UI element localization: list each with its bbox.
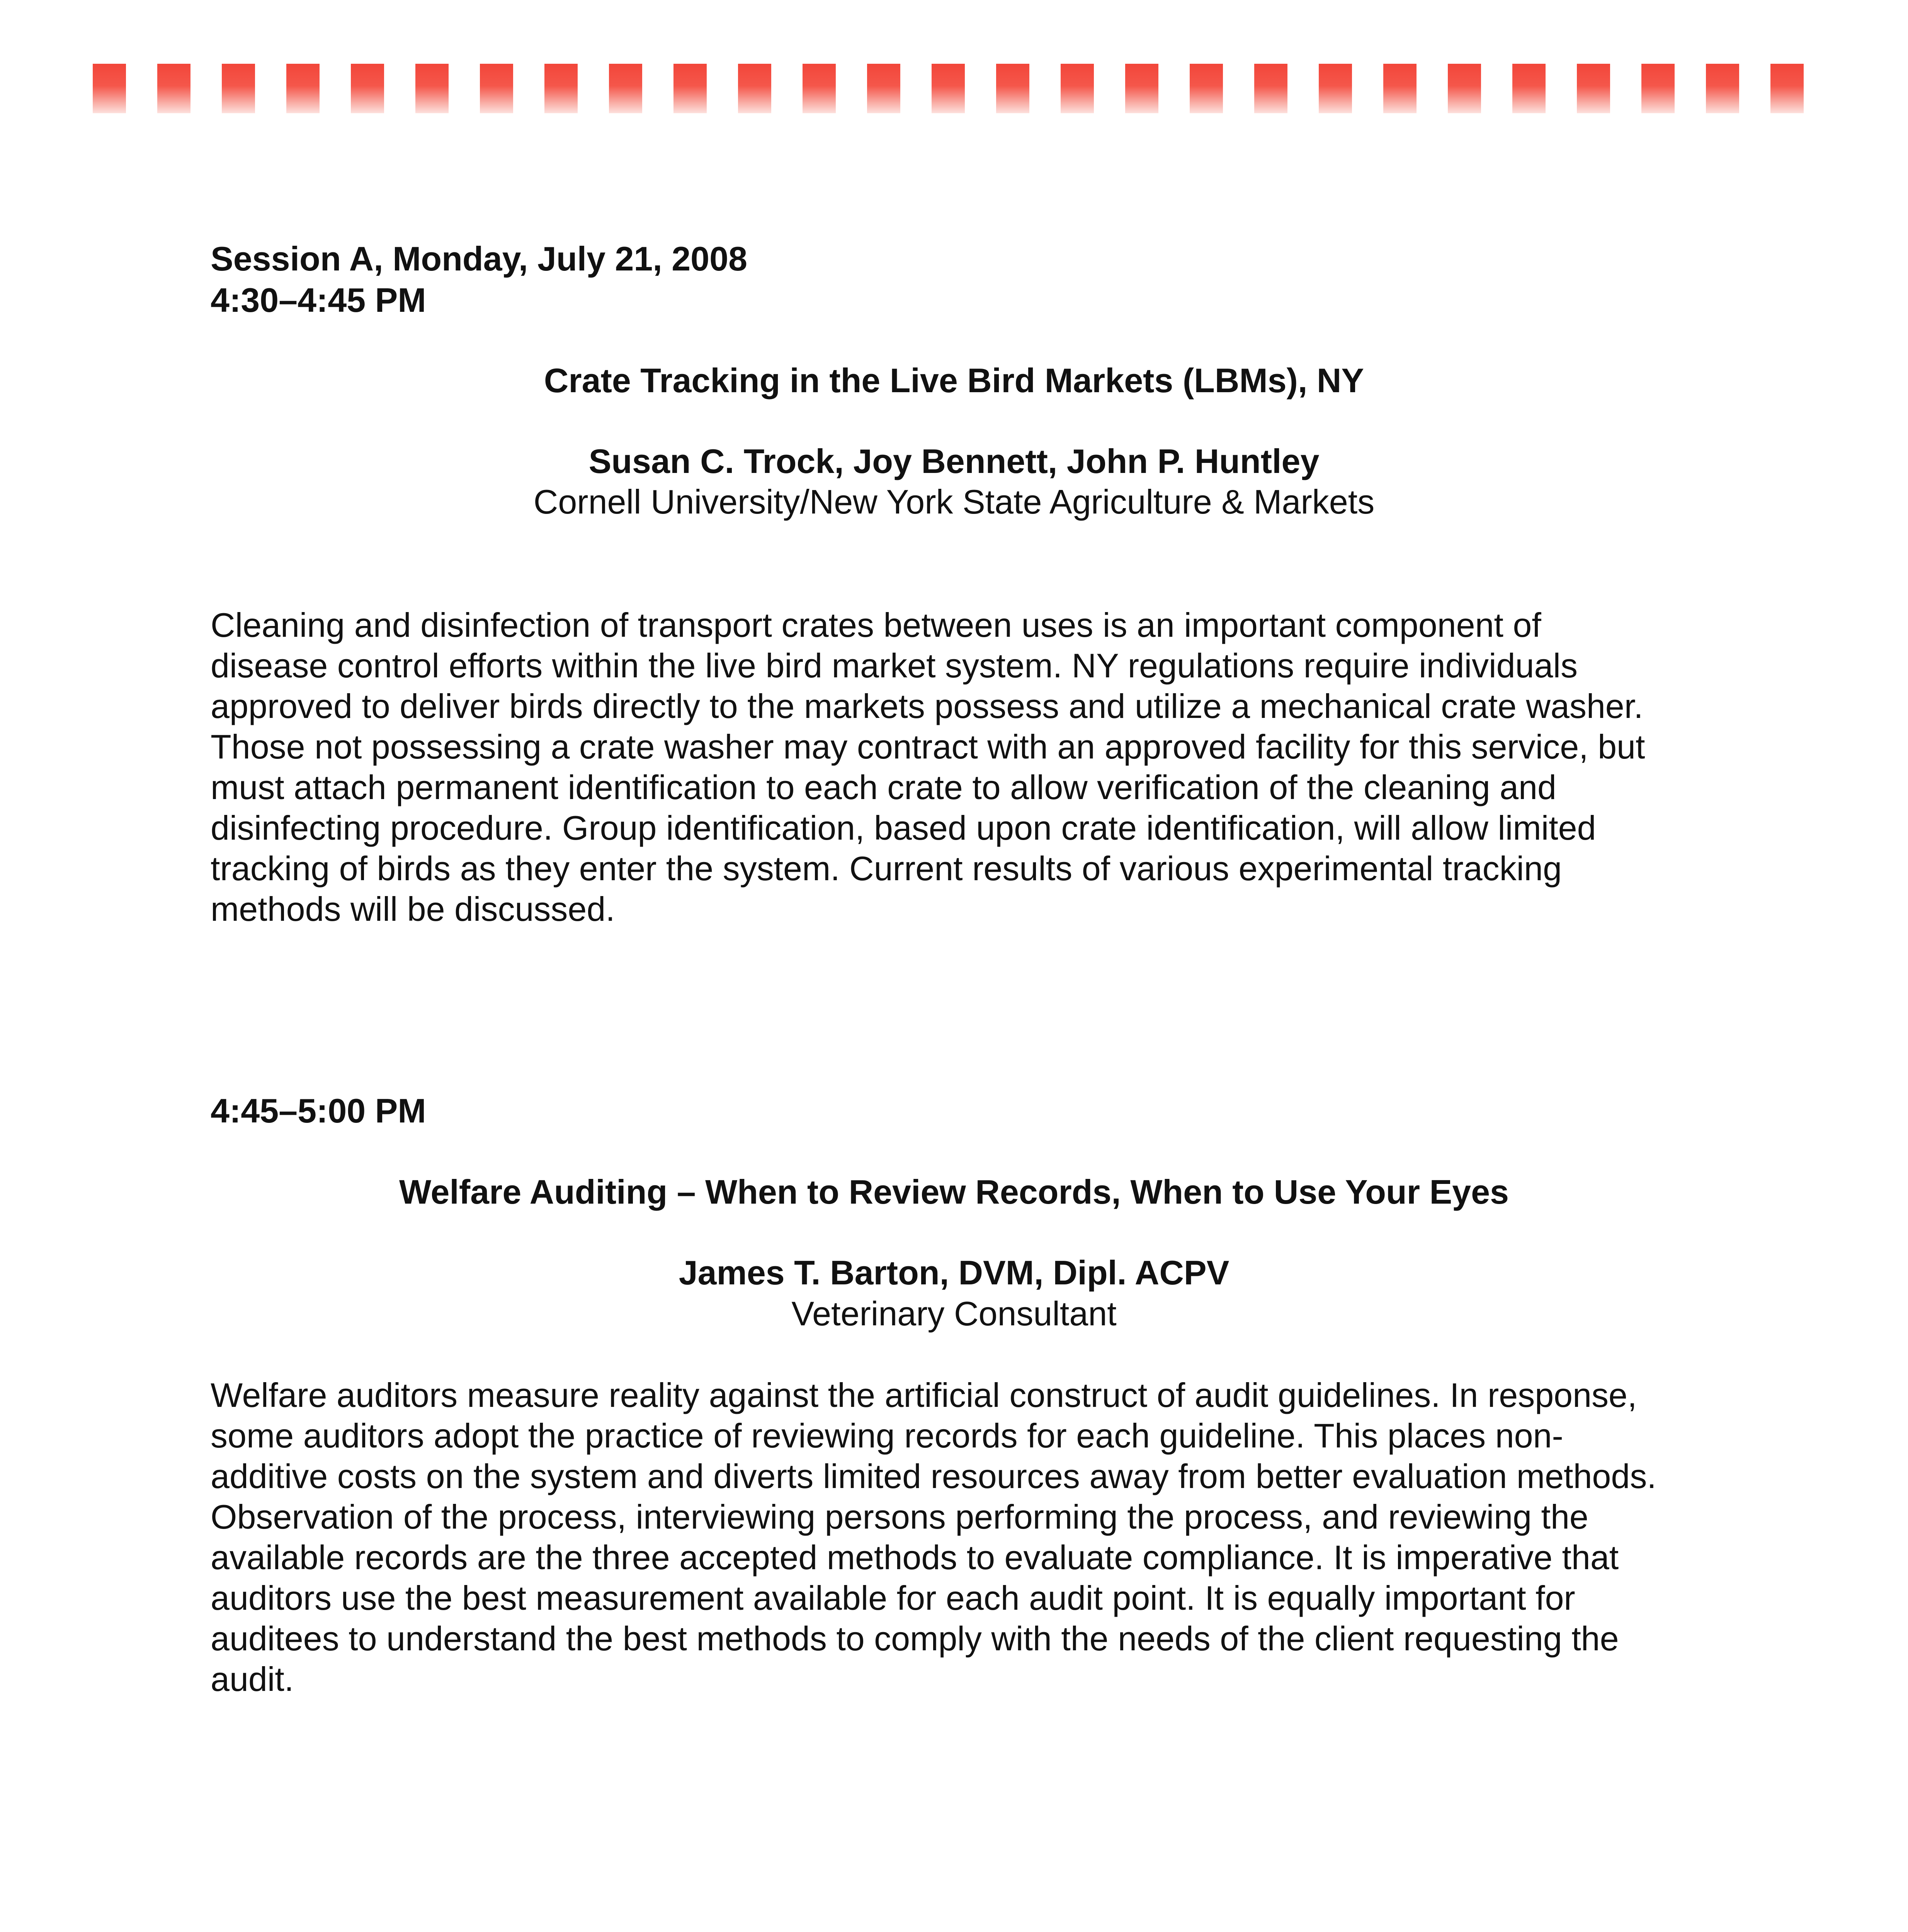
talk1-authors: Susan C. Trock, Joy Bennett, John P. Huntley [588, 442, 1320, 480]
border-square [1577, 64, 1610, 113]
abstract-line: approved to deliver birds directly to the markets possess and utilize a mechanical crate washer. [211, 687, 1643, 725]
border-square [1448, 64, 1481, 113]
border-square [803, 64, 836, 113]
border-square [480, 64, 513, 113]
talk2-affiliation: Veterinary Consultant [791, 1294, 1117, 1333]
abstract-line: disease control efforts within the live bird market system. NY regulations require individuals [211, 646, 1578, 685]
border-square [286, 64, 320, 113]
abstract-line: available records are the three accepted methods to evaluate compliance. It is imperative that [211, 1538, 1619, 1577]
abstract-line: auditors use the best measurement available for each audit point. It is equally important for [211, 1579, 1575, 1617]
border-square [1254, 64, 1287, 113]
border-square [1512, 64, 1546, 113]
abstract-line: auditees to understand the best methods to comply with the needs of the client requesting the [211, 1619, 1619, 1658]
talk2-abstract [211, 1375, 1718, 1699]
border-square [1641, 64, 1675, 113]
border-square [1125, 64, 1158, 113]
abstract-line: disinfecting procedure. Group identification, based upon crate identification, will allow limited [211, 809, 1596, 847]
border-square [1706, 64, 1739, 113]
abstract-line: some auditors adopt the practice of reviewing records for each guideline. This places non- [211, 1417, 1563, 1455]
abstract-line: Observation of the process, interviewing persons performing the process, and reviewing the [211, 1498, 1588, 1536]
border-square [867, 64, 900, 113]
border-square [351, 64, 384, 113]
abstract-line: methods will be discussed. [211, 890, 615, 928]
border-square [157, 64, 190, 113]
border-square [609, 64, 642, 113]
border-square [932, 64, 965, 113]
border-square [738, 64, 771, 113]
border-square [415, 64, 449, 113]
border-square [222, 64, 255, 113]
abstract-line: additive costs on the system and diverts limited resources away from better evaluation methods. [211, 1457, 1656, 1495]
talk1-title: Crate Tracking in the Live Bird Markets (LBMs), NY [544, 361, 1364, 400]
abstract-line: tracking of birds as they enter the system. Current results of various experimental tracking [211, 849, 1562, 888]
abstract-line: must attach permanent identification to each crate to allow verification of the cleaning and [211, 768, 1556, 806]
abstract-line: audit. [211, 1660, 294, 1698]
border-square [673, 64, 707, 113]
abstract-line: Those not possessing a crate washer may contract with an approved facility for this service, but [211, 728, 1645, 766]
talk2-time: 4:45–5:00 PM [211, 1092, 426, 1130]
border-square [93, 64, 126, 113]
decorative-border-strip [0, 0, 1908, 131]
border-square [1770, 64, 1804, 113]
border-square [544, 64, 578, 113]
border-square [1383, 64, 1417, 113]
talk1-abstract [211, 605, 1718, 929]
border-square [1061, 64, 1094, 113]
border-square [1319, 64, 1352, 113]
talk2-authors: James T. Barton, DVM, Dipl. ACPV [679, 1253, 1229, 1292]
border-square [1190, 64, 1223, 113]
talk1-affiliation: Cornell University/New York State Agriculture & Markets [533, 483, 1375, 521]
border-square [996, 64, 1029, 113]
talk2-title: Welfare Auditing – When to Review Records, When to Use Your Eyes [399, 1173, 1509, 1211]
talk1-time: 4:30–4:45 PM [211, 281, 426, 319]
abstract-line: Welfare auditors measure reality against the artificial construct of audit guidelines. In response, [211, 1376, 1637, 1414]
abstract-line: Cleaning and disinfection of transport crates between uses is an important component of [211, 606, 1541, 644]
session-heading: Session A, Monday, July 21, 2008 [211, 240, 748, 278]
